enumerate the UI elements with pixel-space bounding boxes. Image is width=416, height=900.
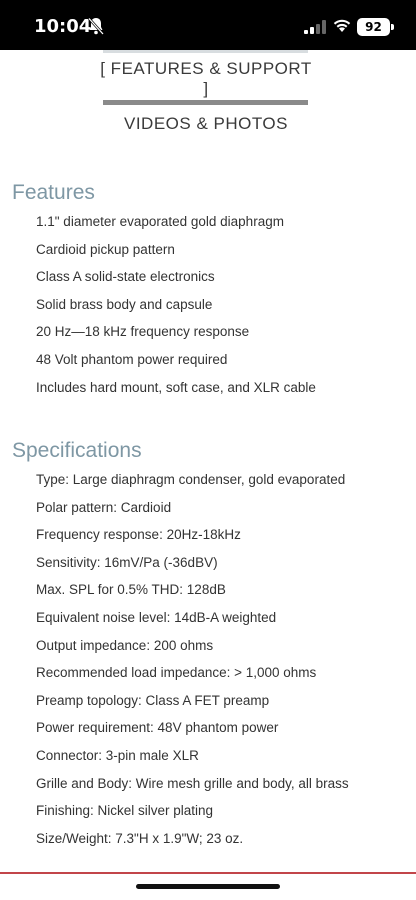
battery-indicator: 92 xyxy=(357,18,390,36)
bottom-accent-line xyxy=(0,872,416,874)
menu-divider xyxy=(103,100,308,105)
feature-item: Cardioid pickup pattern xyxy=(36,241,175,257)
spec-item: Preamp topology: Class A FET preamp xyxy=(36,692,270,708)
spec-item: Equivalent noise level: 14dB-A weighted xyxy=(36,609,277,625)
specifications-list xyxy=(36,470,349,856)
spec-item: Polar pattern: Cardioid xyxy=(36,499,172,515)
spec-item: Sensitivity: 16mV/Pa (-36dBV) xyxy=(36,554,218,570)
feature-item: 20 Hz—18 kHz frequency response xyxy=(36,324,250,340)
wifi-icon xyxy=(332,17,352,33)
menu-top-divider xyxy=(103,50,308,53)
spec-item: Max. SPL for 0.5% THD: 128dB xyxy=(36,582,226,598)
feature-item: 48 Volt phantom power required xyxy=(36,351,228,367)
status-time: 10:04 xyxy=(34,16,92,37)
nav-features-support[interactable]: [ FEATURES & SUPPORT ] xyxy=(100,59,312,98)
home-indicator[interactable] xyxy=(136,884,280,889)
status-bar xyxy=(0,0,416,50)
spec-item: Recommended load impedance: > 1,000 ohms xyxy=(36,665,317,681)
specifications-heading: Specifications xyxy=(12,439,142,462)
feature-item: Solid brass body and capsule xyxy=(36,296,213,312)
spec-item: Size/Weight: 7.3"H x 1.9"W; 23 oz. xyxy=(36,830,244,846)
battery-tip xyxy=(391,24,394,30)
feature-item: Class A solid-state electronics xyxy=(36,269,215,285)
nav-videos-photos[interactable]: VIDEOS & PHOTOS xyxy=(123,114,288,133)
spec-item: Finishing: Nickel silver plating xyxy=(36,803,214,819)
features-heading: Features xyxy=(12,181,95,204)
feature-item: Includes hard mount, soft case, and XLR cable xyxy=(36,379,316,395)
spec-item: Frequency response: 20Hz-18kHz xyxy=(36,527,241,543)
spec-item: Output impedance: 200 ohms xyxy=(36,637,214,653)
spec-item: Connector: 3-pin male XLR xyxy=(36,747,199,763)
silent-bell-icon xyxy=(86,16,106,36)
spec-item: Grille and Body: Wire mesh grille and body, all brass xyxy=(36,775,349,791)
feature-item: 1.1" diameter evaporated gold diaphragm xyxy=(36,214,284,229)
spec-item: Type: Large diaphragm condenser, gold evaporated xyxy=(36,472,346,487)
cellular-signal-icon xyxy=(304,20,326,34)
spec-item: Power requirement: 48V phantom power xyxy=(36,720,279,736)
features-list xyxy=(36,212,316,405)
